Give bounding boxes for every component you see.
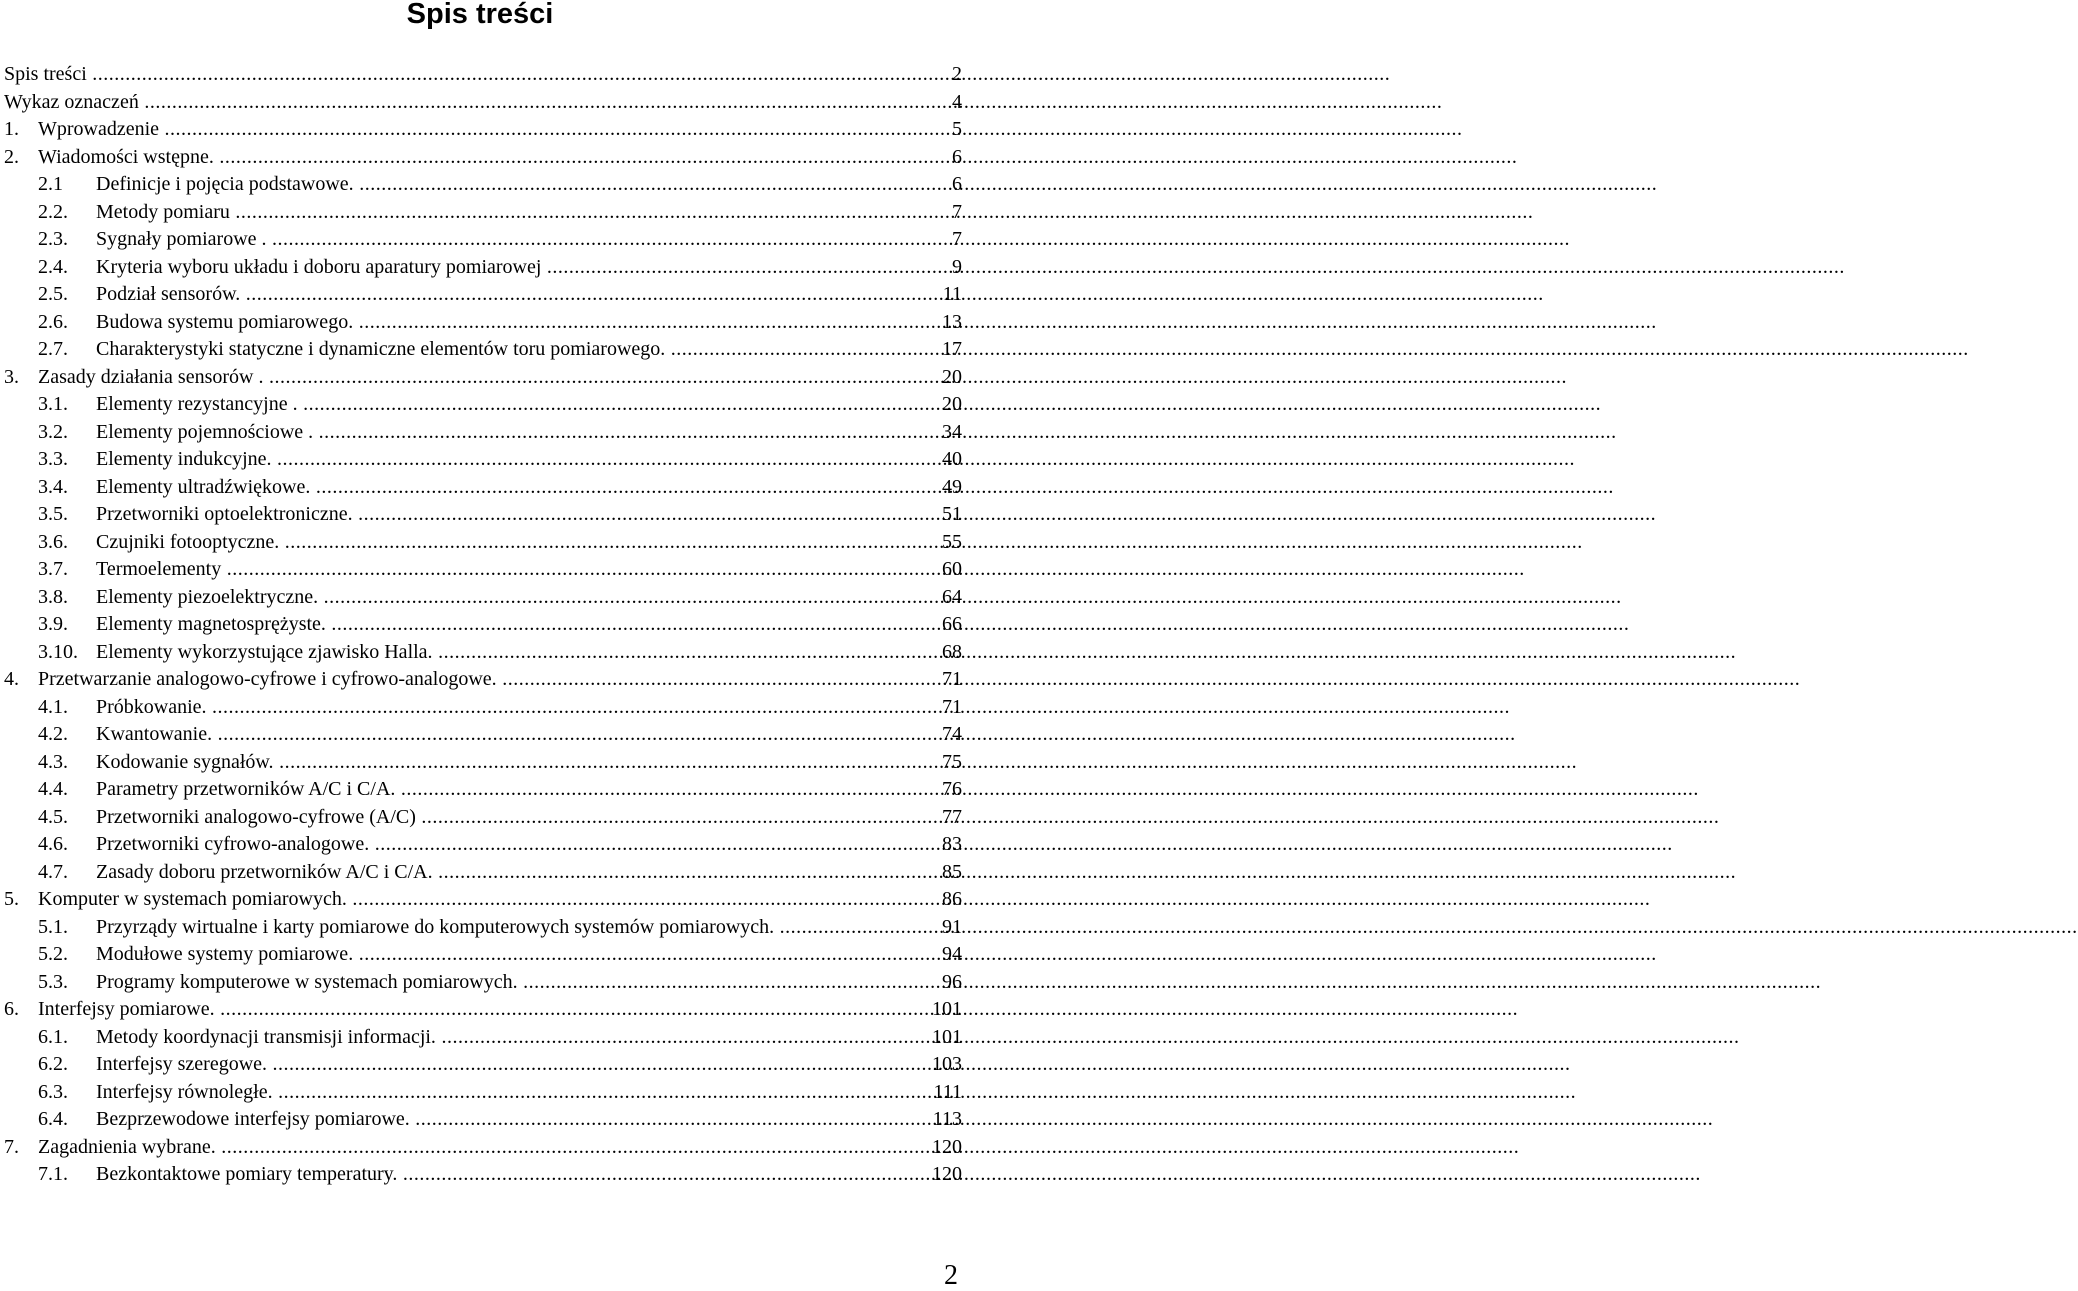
toc-entry-page: 55 xyxy=(942,530,962,553)
toc-entry-number: 2.2. xyxy=(38,200,68,223)
toc-entry-title: Programy komputerowe w systemach pomiarowych. ..... xyxy=(96,969,906,997)
toc-entry[interactable] xyxy=(4,1106,962,1134)
toc-entry[interactable] xyxy=(4,639,962,667)
toc-entry-number: 2.5. xyxy=(38,283,68,305)
toc-entry-title: Zasady doboru przetworników A/C i C/A. ..... xyxy=(96,859,906,887)
toc-entry-title: Kryteria wyboru układu i doboru aparatury pomiarowej ..... xyxy=(96,254,906,282)
toc-entry-number: 4.6. xyxy=(38,833,68,855)
toc-entry[interactable] xyxy=(4,116,962,144)
toc-entry-number: 3.6. xyxy=(38,530,68,553)
toc-entry-number: 6.1. xyxy=(38,1025,68,1048)
toc-entry-number: 5.2. xyxy=(38,943,68,965)
toc-entry[interactable] xyxy=(4,61,962,89)
toc-entry-page: 113 xyxy=(932,1108,962,1130)
toc-entry[interactable] xyxy=(4,941,962,969)
toc-entry-page: 4 xyxy=(952,90,962,113)
toc-entry-title: Interfejsy szeregowe. ..... xyxy=(96,1051,906,1079)
toc-entry-title: Próbkowanie. ..... xyxy=(96,694,906,722)
toc-entry-page: 91 xyxy=(942,915,962,938)
toc-entry-title: Elementy magnetosprężyste. ..... xyxy=(96,611,906,639)
toc-entry-page: 13 xyxy=(942,310,962,333)
toc-entry-number: 2.4. xyxy=(38,255,68,278)
toc-entry[interactable] xyxy=(4,171,962,199)
toc-entry[interactable] xyxy=(4,501,962,529)
toc-entry-number: 2.3. xyxy=(38,228,68,250)
toc-entry-title: Bezkontaktowe pomiary temperatury. ..... xyxy=(96,1161,906,1189)
toc-entry-number: 2.7. xyxy=(38,338,68,360)
toc-entry-title: Przetworniki optoelektroniczne. ..... xyxy=(96,501,906,529)
toc-entry-title: Interfejsy równoległe. ..... xyxy=(96,1079,906,1107)
toc-entry-title: Podział sensorów. ..... xyxy=(96,281,906,309)
toc-entry-page: 34 xyxy=(942,420,962,443)
toc-entry-title: Przetworniki cyfrowo-analogowe. ..... xyxy=(96,831,906,859)
toc-entry-page: 7 xyxy=(952,228,962,250)
toc-entry-number: 3.3. xyxy=(38,448,68,470)
toc-entry[interactable] xyxy=(4,859,962,887)
toc-entry-page: 68 xyxy=(942,640,962,663)
toc-entry-number: 2. xyxy=(4,145,19,168)
toc-entry-title: Wiadomości wstępne. ..... xyxy=(38,144,906,172)
toc-entry-title: Elementy indukcyjne. ..... xyxy=(96,446,906,474)
toc-entry-number: 4.1. xyxy=(38,695,68,718)
toc-entry-number: 3.9. xyxy=(38,613,68,635)
toc-entry[interactable] xyxy=(4,1161,962,1189)
toc-entry-title: Budowa systemu pomiarowego. ..... xyxy=(96,309,906,337)
toc-entry[interactable] xyxy=(4,419,962,447)
toc-entry[interactable] xyxy=(4,529,962,557)
toc-entry-page: 20 xyxy=(942,393,962,415)
toc-entry-number: 4.3. xyxy=(38,750,68,773)
toc-entry-number: 3.8. xyxy=(38,585,68,608)
toc-entry-number: 3.1. xyxy=(38,393,68,415)
toc-entry-page: 40 xyxy=(942,448,962,470)
toc-entry-title: Elementy piezoelektryczne. ..... xyxy=(96,584,906,612)
toc-entry[interactable] xyxy=(4,584,962,612)
toc-entry-number: 5.1. xyxy=(38,915,68,938)
toc-entry-number: 3.2. xyxy=(38,420,68,443)
toc-entry-title: Przyrządy wirtualne i karty pomiarowe do komputerowych systemów pomiarowych. ..... xyxy=(96,914,906,942)
toc-entry-page: 49 xyxy=(942,475,962,498)
toc-entry-title: Elementy rezystancyjne . ..... xyxy=(96,391,906,419)
toc-entry[interactable] xyxy=(4,226,962,254)
toc-entry-title: Czujniki fotooptyczne. ..... xyxy=(96,529,906,557)
toc-entry-page: 51 xyxy=(942,503,962,525)
toc-entry[interactable] xyxy=(4,144,962,172)
table-of-contents xyxy=(4,61,962,1189)
toc-entry-number: 3. xyxy=(4,365,19,388)
toc-entry-number: 6.2. xyxy=(38,1053,68,1075)
toc-entry-number: 3.4. xyxy=(38,475,68,498)
toc-entry-number: 4.2. xyxy=(38,723,68,745)
toc-entry[interactable] xyxy=(4,1051,962,1079)
toc-entry-number: 1. xyxy=(4,118,19,140)
toc-entry-title: Parametry przetworników A/C i C/A. ..... xyxy=(96,776,906,804)
toc-entry[interactable] xyxy=(4,1134,962,1162)
toc-entry-page: 11 xyxy=(942,283,962,305)
toc-entry-number: 2.6. xyxy=(38,310,68,333)
toc-entry-title: Wykaz oznaczeń ..... xyxy=(4,89,906,117)
toc-entry-number: 3.7. xyxy=(38,558,68,580)
toc-entry[interactable] xyxy=(4,721,962,749)
toc-entry-number: 4. xyxy=(4,668,19,690)
toc-entry[interactable] xyxy=(4,749,962,777)
toc-entry[interactable] xyxy=(4,1024,962,1052)
toc-entry[interactable] xyxy=(4,199,962,227)
toc-entry-page: 75 xyxy=(942,750,962,773)
toc-entry[interactable] xyxy=(4,281,962,309)
toc-entry-page: 66 xyxy=(942,613,962,635)
toc-entry-title: Kodowanie sygnałów. ..... xyxy=(96,749,906,777)
toc-entry[interactable] xyxy=(4,89,962,117)
toc-entry-page: 101 xyxy=(932,998,962,1020)
toc-entry[interactable] xyxy=(4,666,962,694)
toc-entry-number: 4.5. xyxy=(38,805,68,828)
toc-entry-title: Termoelementy ..... xyxy=(96,556,906,584)
toc-entry[interactable] xyxy=(4,364,962,392)
toc-entry[interactable] xyxy=(4,336,962,364)
toc-entry[interactable] xyxy=(4,776,962,804)
toc-entry-title: Wprowadzenie ..... xyxy=(38,116,906,144)
toc-entry-title: Metody pomiaru ..... xyxy=(96,199,906,227)
toc-entry-title: Modułowe systemy pomiarowe. ..... xyxy=(96,941,906,969)
toc-entry[interactable] xyxy=(4,694,962,722)
toc-entry[interactable] xyxy=(4,914,962,942)
toc-entry-page: 7 xyxy=(952,200,962,223)
toc-entry-number: 3.5. xyxy=(38,503,68,525)
toc-entry-page: 9 xyxy=(952,255,962,278)
page-title: Spis treści xyxy=(406,0,554,30)
toc-entry-page: 17 xyxy=(942,338,962,360)
toc-entry-number: 6.3. xyxy=(38,1080,68,1103)
toc-entry[interactable] xyxy=(4,969,962,997)
toc-entry-page: 74 xyxy=(942,723,962,745)
toc-entry-page: 83 xyxy=(942,833,962,855)
toc-entry-page: 20 xyxy=(942,365,962,388)
toc-entry-title: Interfejsy pomiarowe. ..... xyxy=(38,996,906,1024)
toc-entry[interactable] xyxy=(4,309,962,337)
toc-entry-title: Elementy pojemnościowe . ..... xyxy=(96,419,906,447)
toc-entry-page: 64 xyxy=(942,585,962,608)
toc-entry-page: 86 xyxy=(942,888,962,910)
toc-entry-number: 4.4. xyxy=(38,778,68,800)
toc-entry-number: 2.1 xyxy=(38,173,63,195)
toc-entry-page: 71 xyxy=(942,668,962,690)
toc-entry[interactable] xyxy=(4,556,962,584)
toc-entry-page: 71 xyxy=(942,695,962,718)
toc-entry-number: 5. xyxy=(4,888,19,910)
toc-entry-page: 6 xyxy=(952,173,962,195)
toc-entry-number: 5.3. xyxy=(38,970,68,993)
toc-entry-title: Metody koordynacji transmisji informacji. ..... xyxy=(96,1024,906,1052)
toc-entry[interactable] xyxy=(4,886,962,914)
toc-entry[interactable] xyxy=(4,474,962,502)
toc-entry-page: 2 xyxy=(952,63,962,85)
toc-entry-page: 85 xyxy=(942,860,962,883)
toc-entry[interactable] xyxy=(4,831,962,859)
toc-entry-page: 76 xyxy=(942,778,962,800)
toc-entry-title: Zagadnienia wybrane. ..... xyxy=(38,1134,906,1162)
toc-entry-page: 77 xyxy=(942,805,962,828)
toc-entry-title: Komputer w systemach pomiarowych. ..... xyxy=(38,886,906,914)
toc-entry-page: 96 xyxy=(942,970,962,993)
toc-entry-title: Definicje i pojęcia podstawowe. ..... xyxy=(96,171,906,199)
toc-entry-title: Przetwarzanie analogowo-cyfrowe i cyfrowo-analogowe. ..... xyxy=(38,666,906,694)
page-number: 2 xyxy=(944,1260,958,1291)
toc-entry[interactable] xyxy=(4,804,962,832)
toc-entry-number: 7.1. xyxy=(38,1163,68,1185)
toc-entry-page: 94 xyxy=(942,943,962,965)
toc-entry-page: 60 xyxy=(942,558,962,580)
toc-entry-title: Kwantowanie. ..... xyxy=(96,721,906,749)
toc-entry[interactable] xyxy=(4,1079,962,1107)
toc-entry-title: Sygnały pomiarowe . ..... xyxy=(96,226,906,254)
toc-entry[interactable] xyxy=(4,391,962,419)
toc-entry-title: Charakterystyki statyczne i dynamiczne elementów toru pomiarowego. ..... xyxy=(96,336,906,364)
toc-entry-number: 7. xyxy=(4,1135,19,1158)
toc-entry-page: 103 xyxy=(932,1053,962,1075)
toc-entry-number: 3.10. xyxy=(38,640,78,663)
toc-entry-title: Spis treści ..... xyxy=(4,61,906,89)
toc-entry-page: 111 xyxy=(933,1080,962,1103)
toc-entry-page: 6 xyxy=(952,145,962,168)
toc-entry-title: Elementy wykorzystujące zjawisko Halla. ..... xyxy=(96,639,906,667)
toc-entry-number: 4.7. xyxy=(38,860,68,883)
toc-entry[interactable] xyxy=(4,996,962,1024)
toc-entry-page: 5 xyxy=(952,118,962,140)
toc-entry-title: Zasady działania sensorów . ..... xyxy=(38,364,906,392)
toc-entry-page: 120 xyxy=(932,1163,962,1185)
toc-entry[interactable] xyxy=(4,254,962,282)
toc-entry-page: 101 xyxy=(932,1025,962,1048)
toc-entry-title: Bezprzewodowe interfejsy pomiarowe. ..... xyxy=(96,1106,906,1134)
toc-entry-number: 6. xyxy=(4,998,19,1020)
toc-entry-page: 120 xyxy=(932,1135,962,1158)
toc-entry[interactable] xyxy=(4,611,962,639)
toc-entry-title: Elementy ultradźwiękowe. ..... xyxy=(96,474,906,502)
toc-entry-number: 6.4. xyxy=(38,1108,68,1130)
toc-entry-title: Przetworniki analogowo-cyfrowe (A/C) ..... xyxy=(96,804,906,832)
toc-entry[interactable] xyxy=(4,446,962,474)
